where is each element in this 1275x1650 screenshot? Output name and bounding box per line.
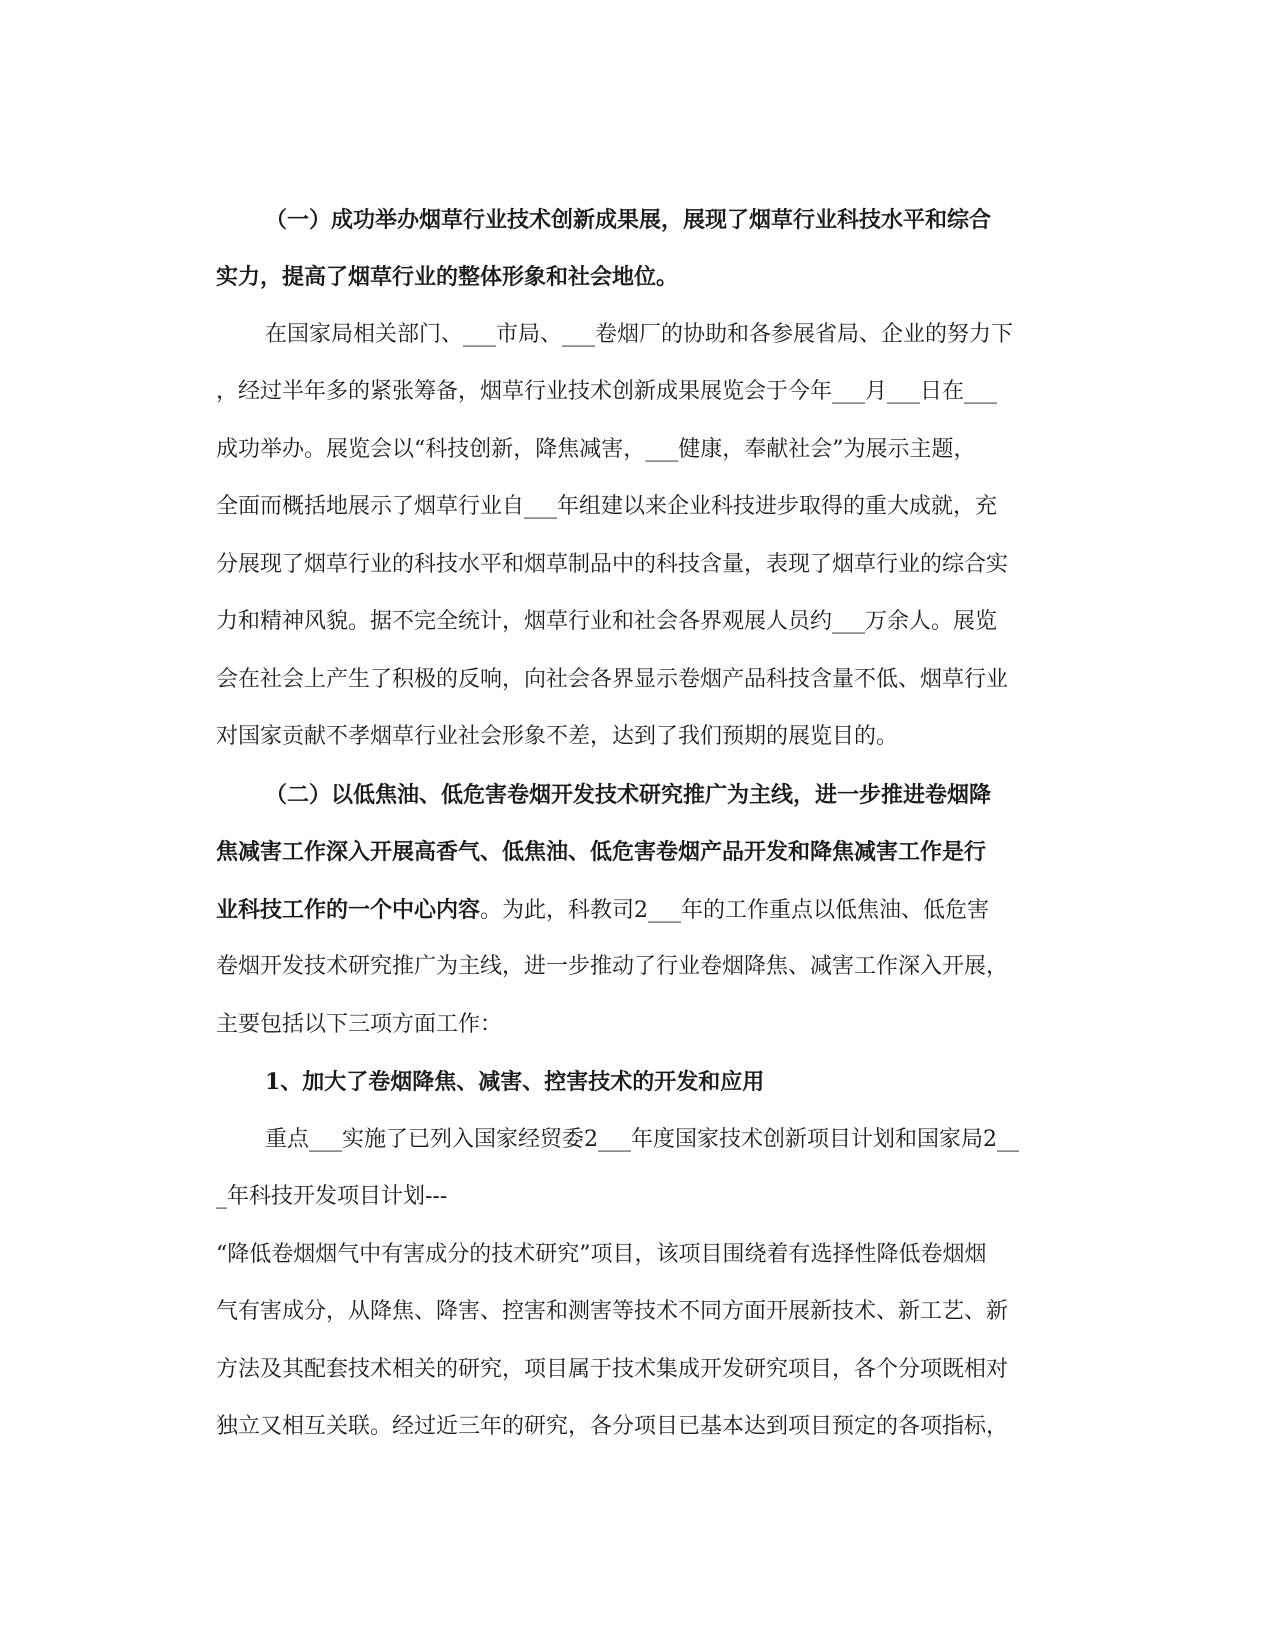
- text-run: _年科技开发项目计划---: [215, 1184, 448, 1209]
- text-run: （一）成功举办烟草行业技术创新成果展，展现了烟草行业科技水平和综合: [264, 207, 991, 233]
- text-run: 焦减害工作深入开展高香气、低焦油、低危害卷烟产品开发和降焦减害工作是行: [215, 839, 986, 865]
- text-run: 会在社会上产生了积极的反响，向社会各界显示卷烟产品科技含量不低、烟草行业: [215, 667, 1008, 692]
- text-run: 1、加大了卷烟降焦、减害、控害技术的开发和应用: [264, 1069, 765, 1095]
- text-run: 主要包括以下三项方面工作：: [215, 1012, 502, 1037]
- text-run: 。为此，科教司2___年的工作重点以低焦油、低危害: [480, 898, 989, 923]
- text-run: 在国家局相关部门、___市局、___卷烟厂的协助和各参展省局、企业的努力下: [264, 322, 1013, 347]
- text-run: 气有害成分，从降焦、降害、控害和测害等技术不同方面开展新技术、新工艺、新: [215, 1299, 1008, 1324]
- text-run: 对国家贡献不孝烟草行业社会形象不差，达到了我们预期的展览目的。: [215, 724, 898, 749]
- text-run: （二）以低焦油、低危害卷烟开发技术研究推广为主线，进一步推进卷烟降: [264, 782, 991, 808]
- text-run: “降低卷烟烟气中有害成分的技术研究”项目，该项目围绕着有选择性降低卷烟烟: [215, 1242, 987, 1267]
- text-run: 实力，提高了烟草行业的整体形象和社会地位。: [215, 264, 678, 290]
- paragraph-line: [188, 1382, 1008, 1472]
- text-run: 力和精神风貌。据不完全统计，烟草行业和社会各界观展人员约___万余人。展览: [215, 609, 997, 634]
- text-run: ，经过半年多的紧张筹备，烟草行业技术创新成果展览会于今年___月___日在___: [215, 379, 997, 404]
- text-run: 全面而概括地展示了烟草行业自___年组建以来企业科技进步取得的重大成就，充: [215, 494, 997, 519]
- text-run: 方法及其配套技术相关的研究，项目属于技术集成开发研究项目，各个分项既相对: [215, 1357, 1008, 1382]
- text-run: 重点___实施了已列入国家经贸委2___年度国家技术创新项目计划和国家局2__: [264, 1127, 1019, 1152]
- text-run: 独立又相互关联。经过近三年的研究，各分项目已基本达到项目预定的各项指标，: [215, 1414, 1008, 1439]
- text-run: 卷烟开发技术研究推广为主线，进一步推动了行业卷烟降焦、减害工作深入开展，: [215, 954, 1008, 979]
- text-run: 分展现了烟草行业的科技水平和烟草制品中的科技含量，表现了烟草行业的综合实: [215, 552, 1008, 577]
- text-run: 成功举办。展览会以“科技创新，降焦减害，___健康，奉献社会”为展示主题，: [215, 437, 976, 462]
- text-run: 业科技工作的一个中心内容: [215, 897, 480, 923]
